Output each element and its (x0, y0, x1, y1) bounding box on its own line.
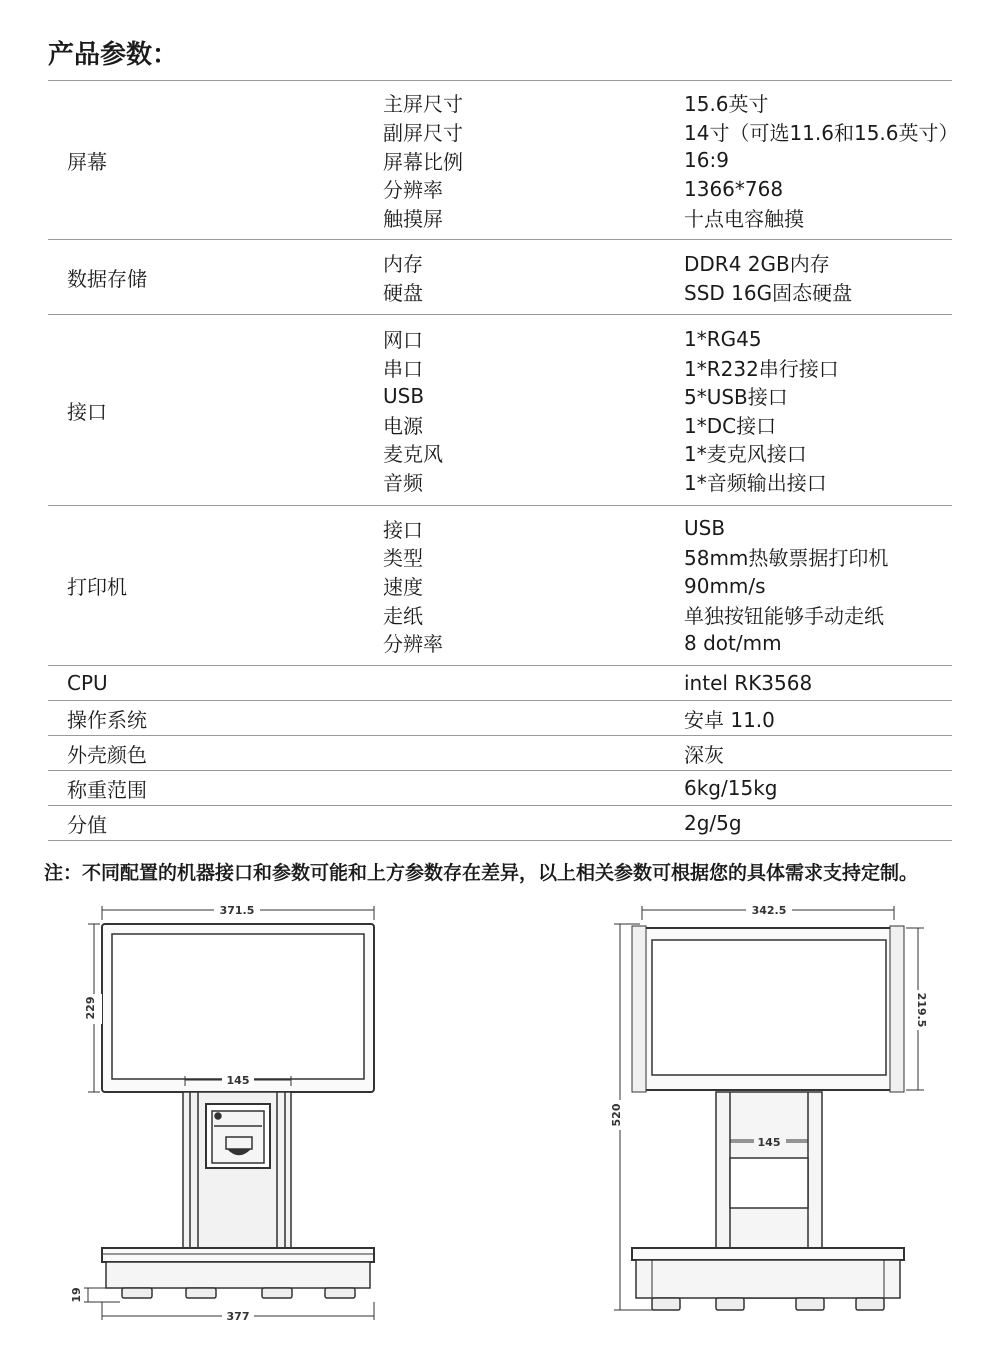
spec-row (383, 381, 952, 410)
spec-value: DDR4 2GB内存 (684, 252, 830, 277)
spec-value: 1*RG45 (684, 326, 762, 351)
spec-label: 音频 (383, 470, 423, 495)
group-name: 屏幕 (67, 149, 107, 174)
footnote: 注：不同配置的机器接口和参数可能和上方参数存在差异，以上相关参数可根据您的具体需求支持定制。 (44, 862, 919, 884)
spec-label: USB (383, 383, 425, 408)
page-title: 产品参数： (48, 40, 179, 70)
back-view-drawing (614, 906, 924, 1310)
dim-front-screen-width: 371.5 (219, 904, 255, 917)
group-name: 接口 (67, 399, 107, 424)
spec-value: 单独按钮能够手动走纸 (684, 603, 884, 628)
spec-value: 安卓 11.0 (684, 707, 775, 732)
spec-group-screen (48, 80, 959, 240)
spec-row (383, 439, 952, 468)
spec-row (383, 89, 952, 118)
spec-label: 主屏尺寸 (383, 92, 463, 117)
dim-back-column-width: 145 (757, 1136, 781, 1149)
group-name: 数据存储 (67, 266, 147, 291)
spec-row-os (48, 701, 952, 736)
spec-value: 1366*768 (684, 176, 784, 201)
spec-group-printer (48, 506, 952, 666)
spec-value: 1*R232串行接口 (684, 356, 839, 381)
spec-row (383, 543, 952, 572)
spec-value: 5*USB接口 (684, 385, 788, 410)
spec-value: USB (684, 516, 726, 541)
spec-label: 类型 (383, 546, 423, 571)
spec-value: 16:9 (684, 148, 729, 172)
dim-front-screen-height: 229 (84, 996, 97, 1020)
spec-row (383, 248, 952, 277)
dim-back-screen-width: 342.5 (751, 904, 787, 917)
spec-value: 1*音频输出接口 (684, 470, 827, 495)
group-name: 操作系统 (67, 707, 147, 732)
spec-row (383, 410, 952, 439)
dim-back-total-height: 520 (610, 1103, 623, 1127)
dim-back-screen-height: 219.5 (915, 992, 928, 1028)
spec-label: 副屏尺寸 (383, 120, 463, 145)
spec-label: 走纸 (383, 603, 423, 628)
spec-row-division (48, 806, 952, 841)
group-name: 分值 (67, 812, 107, 837)
spec-label: 网口 (383, 328, 423, 353)
spec-label: 电源 (383, 413, 423, 438)
spec-label: 速度 (383, 575, 423, 599)
spec-row (383, 117, 959, 146)
spec-label: 触摸屏 (383, 206, 443, 231)
spec-row (383, 571, 952, 600)
spec-value: 90mm/s (684, 573, 766, 598)
spec-value: 58mm热敏票据打印机 (684, 546, 889, 571)
spec-row (383, 146, 952, 175)
spec-row (383, 203, 952, 232)
spec-label: 分辨率 (383, 632, 443, 657)
dim-front-base-width: 377 (226, 1310, 250, 1323)
spec-row (383, 514, 952, 543)
spec-label: 屏幕比例 (383, 149, 463, 174)
spec-value: 8 dot/mm (684, 630, 782, 655)
spec-value: SSD 16G固态硬盘 (684, 280, 853, 305)
spec-value: 1*麦克风接口 (684, 442, 807, 467)
spec-value: intel RK3568 (684, 671, 813, 695)
spec-value: 深灰 (684, 742, 724, 767)
spec-label: 内存 (383, 252, 423, 277)
spec-label: 麦克风 (383, 442, 443, 467)
spec-row (383, 353, 952, 382)
spec-row-cpu (48, 666, 952, 701)
spec-label: 串口 (383, 356, 423, 381)
spec-label: 接口 (383, 517, 423, 542)
spec-row (383, 174, 952, 203)
spec-value: 十点电容触摸 (684, 206, 804, 231)
spec-label: 分辨率 (383, 178, 443, 203)
spec-value: 1*DC接口 (684, 413, 777, 438)
spec-label: 硬盘 (383, 280, 423, 305)
spec-row (383, 324, 952, 353)
dim-front-column-width: 145 (226, 1074, 250, 1087)
spec-row (383, 628, 952, 657)
spec-group-ports (48, 315, 952, 506)
group-name: 外壳颜色 (67, 742, 147, 767)
spec-value: 15.6英寸 (684, 92, 769, 117)
spec-value: 2g/5g (684, 811, 742, 835)
spec-group-storage (48, 240, 952, 315)
group-name: 打印机 (67, 575, 127, 599)
spec-row (383, 277, 952, 306)
dim-front-foot-height: 19 (70, 1287, 83, 1303)
spec-row (383, 600, 952, 629)
spec-row-color (48, 736, 952, 771)
spec-row-weight-range (48, 771, 952, 806)
spec-row (383, 467, 952, 496)
dimension-drawings (0, 890, 1000, 1330)
front-view-drawing (84, 906, 374, 1320)
spec-value: 14寸（可选11.6和15.6英寸） (684, 120, 959, 145)
group-name: CPU (67, 671, 108, 695)
spec-value: 6kg/15kg (684, 776, 778, 800)
group-name: 称重范围 (67, 777, 147, 802)
spec-table (48, 80, 959, 841)
